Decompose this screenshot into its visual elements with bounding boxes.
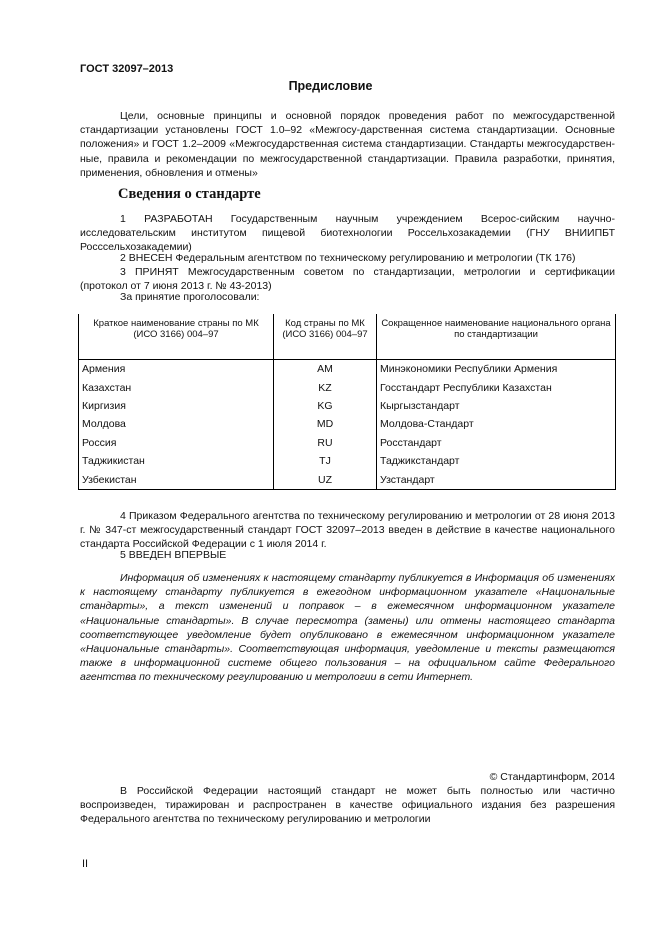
code-cell: KZ <box>274 378 377 396</box>
body-cell: Минэкономики Республики Армения <box>377 360 616 379</box>
voted-text: За принятие проголосовали: <box>120 291 260 303</box>
info-item-1 <box>80 212 615 255</box>
body-cell: Госстандарт Республики Казахстан <box>377 378 616 396</box>
header-body: Сокращенное наименование национального органа по стандартизации <box>377 314 616 360</box>
country-cell: Молдова <box>79 415 274 433</box>
country-cell: Казахстан <box>79 378 274 396</box>
code-cell: MD <box>274 415 377 433</box>
country-cell: Армения <box>79 360 274 379</box>
country-cell: Таджикистан <box>79 452 274 470</box>
code-cell: AM <box>274 360 377 379</box>
info-item-3-text: 3 ПРИНЯТ Межгосударственным советом по стандартизации, метрологии и сертификации (протокол от 7 июня 2013 г. № 43-2013) <box>80 266 615 293</box>
table-row <box>79 415 616 433</box>
page-title: Предисловие <box>288 79 373 93</box>
info-item-2 <box>80 251 615 265</box>
info-item-5 <box>80 548 615 562</box>
info-heading: Сведения о стандарте <box>118 186 261 202</box>
header-country: Краткое наименование страны по МК (ИСО 3166) 004–97 <box>79 314 274 360</box>
body-cell: Молдова-Стандарт <box>377 415 616 433</box>
table-row <box>79 452 616 470</box>
preface-text: Цели, основные принципы и основной порядок проведения работ по межгосударственной стандартизации установлены ГОСТ 1.0–92 «Межгосу-дарственная система стандартизации. Основные положения» и ГОСТ 1.2–2009 «Межгосударственная система стандартизации. Стандарты межгосударствен-ные, правила и рекомендации по межгосударственной стандартизации. Правила разработки, принятия, применения, обновления и отмены» <box>80 110 615 179</box>
rights-notice-text: В Российской Федерации настоящий стандарт не может быть полностью или частично воспроизведен, тиражирован и распространен в качестве официального издания без разрешения Федерального агентства по техническому регулированию и метрологии <box>80 785 615 826</box>
amendments-notice-text: Информация об изменениях к настоящему стандарту публикуется в Информация об изменениях к настоящему стандарту публикуется в ежегодном информационном указателе «Национальные стандарты», а текст изменений и поправок – в ежемесячном информационном указателе «Национальные стандарты». В случае пересмотра (замены) или отмены настоящего стандарта соответствующее уведомление будет опубликовано в ежемесячном информационном указателе «Национальные стандарты». Соответствующая информация, уведомление и тексты размещаются также в информационной системе общего пользования – на официальном сайте Федерального агентства по техническому регулированию и метрологии в сети Интернет. <box>80 572 615 684</box>
info-item-4-text: 4 Приказом Федерального агентства по техническому регулированию и метрологии от 28 июня 2013 г. № 347-ст межгосударственный стандарт ГОСТ 32097–2013 введен в действие в качестве национального стандарта Российской Федерации с 1 июля 2014 г. <box>80 510 615 551</box>
code-cell: TJ <box>274 452 377 470</box>
body-cell: Узстандарт <box>377 470 616 489</box>
info-item-5-text: 5 ВВЕДЕН ВПЕРВЫЕ <box>120 549 227 561</box>
country-cell: Узбекистан <box>79 470 274 489</box>
code-cell: RU <box>274 434 377 452</box>
body-cell: Росстандарт <box>377 434 616 452</box>
info-item-1-text: 1 РАЗРАБОТАН Государственным научным учреждением Всерос-сийским научно-исследовательским институтом пищевой биотехнологии Россельхозакадемии (ГНУ ВНИИПБТ Росссельхозакадемии) <box>80 213 615 254</box>
voted-label <box>80 290 615 304</box>
body-cell: Таджикстандарт <box>377 452 616 470</box>
countries-table <box>78 314 616 490</box>
table-header-row <box>79 314 616 360</box>
table-row <box>79 470 616 489</box>
info-item-2-text: 2 ВНЕСЕН Федеральным агентством по техническому регулированию и метрологии (ТК 176) <box>120 252 576 264</box>
table-row <box>79 434 616 452</box>
table-row <box>79 360 616 379</box>
copyright: © Стандартинформ, 2014 <box>489 771 615 783</box>
header-code: Код страны по МК (ИСО 3166) 004–97 <box>274 314 377 360</box>
table-row <box>79 378 616 396</box>
amendments-notice <box>80 571 615 685</box>
country-cell: Россия <box>79 434 274 452</box>
code-cell: KG <box>274 397 377 415</box>
code-cell: UZ <box>274 470 377 489</box>
table-row <box>79 397 616 415</box>
page-number: II <box>82 858 89 870</box>
rights-notice <box>80 784 615 827</box>
body-cell: Кыргызстандарт <box>377 397 616 415</box>
standard-id: ГОСТ 32097–2013 <box>80 63 174 75</box>
preface-paragraph <box>80 109 615 180</box>
info-item-4 <box>80 509 615 552</box>
country-cell: Киргизия <box>79 397 274 415</box>
